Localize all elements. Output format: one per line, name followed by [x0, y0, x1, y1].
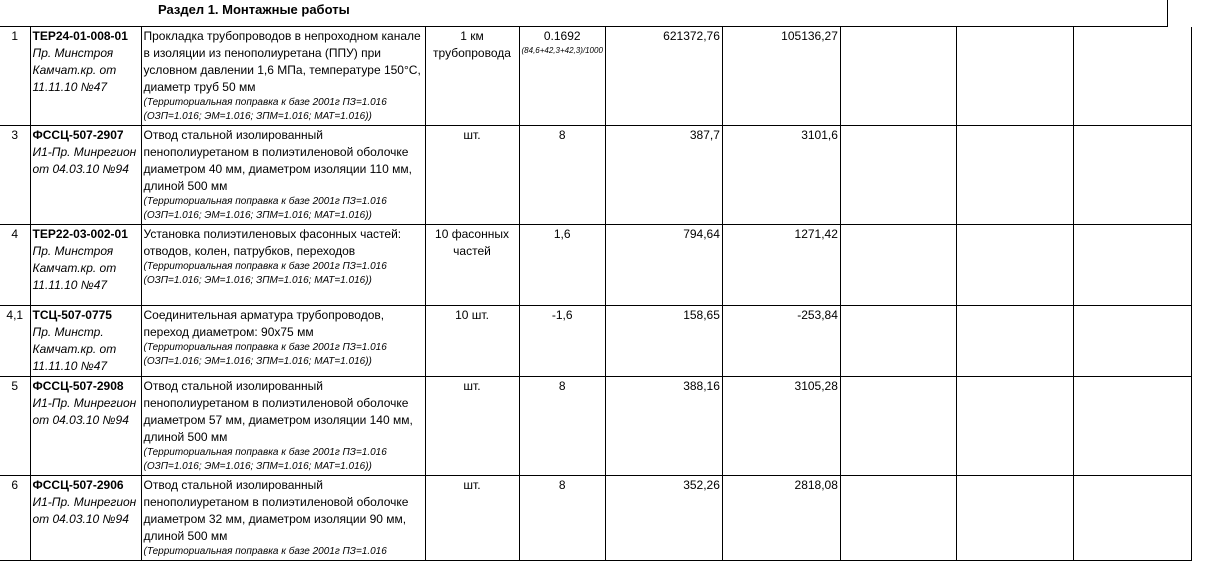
work-description-cell — [141, 126, 425, 225]
total-cost-cell — [722, 476, 840, 561]
total-cost-cell — [722, 126, 840, 225]
empty-cell — [956, 476, 1073, 561]
row-number: 3 — [0, 126, 30, 225]
quantity: -1,6 — [551, 308, 573, 322]
unit-cell — [425, 306, 519, 377]
unit: шт. — [463, 128, 481, 142]
empty-cell — [956, 306, 1073, 377]
unit: шт. — [463, 379, 481, 393]
unit-price: 387,7 — [689, 128, 720, 142]
quantity: 0.1692 — [543, 29, 581, 43]
work-description-cell — [141, 377, 425, 476]
unit-price: 158,65 — [683, 308, 720, 322]
unit-cell — [425, 27, 519, 126]
territorial-correction: (Территориальная поправка к базе 2001г ПЗ=1.016 (ОЗП=1.016; ЭМ=1.016; ЗПМ=1.016; МАТ=1.016)) — [143, 342, 387, 367]
rate-code-cell — [30, 27, 141, 126]
unit-price-cell — [605, 225, 722, 306]
quantity-cell — [519, 126, 605, 225]
unit-cell — [425, 476, 519, 561]
section-title: Раздел 1. Монтажные работы — [158, 2, 350, 17]
quantity-formula: (84,6+42,3+42,3)/1000 — [521, 46, 603, 55]
empty-cell — [840, 476, 956, 561]
unit-price: 621372,76 — [663, 29, 720, 43]
empty-cell — [840, 225, 956, 306]
territorial-correction: (Территориальная поправка к базе 2001г ПЗ=1.016 (ОЗП=1.016; ЭМ=1.016; ЗПМ=1.016; МАТ=1.016)) — [143, 196, 387, 221]
row-number: 4 — [0, 225, 30, 306]
rate-code: ФССЦ-507-2908 — [32, 379, 124, 393]
territorial-correction: (Территориальная поправка к базе 2001г ПЗ=1.016 (ОЗП=1.016; ЭМ=1.016; ЗПМ=1.016; МАТ=1.016)) — [143, 97, 387, 122]
unit-price: 352,26 — [683, 478, 720, 492]
estimate-table — [0, 27, 1192, 561]
rate-source: Пр. Минстр. Камчат.кр. от 11.11.10 №47 — [32, 325, 117, 373]
table-row — [0, 306, 1191, 377]
quantity: 8 — [558, 478, 566, 492]
work-description: Отвод стальной изолированный пенополиуретаном в полиэтиленовой оболочке диаметром 32 мм, диаметром изоляции 90 мм, длиной 500 мм — [143, 478, 409, 543]
table-row — [0, 476, 1191, 561]
quantity-cell — [519, 225, 605, 306]
work-description: Прокладка трубопроводов в непроходном канале в изоляции из пенополиуретана (ППУ) при условном давлении 1,6 МПа, температуре 150°С, диаметр труб 50 мм — [143, 29, 421, 94]
row-number: 5 — [0, 377, 30, 476]
quantity: 8 — [558, 379, 566, 393]
rate-source: Пр. Минстроя Камчат.кр. от 11.11.10 №47 — [32, 244, 117, 292]
quantity-cell — [519, 476, 605, 561]
rate-code-cell — [30, 476, 141, 561]
quantity-cell — [519, 377, 605, 476]
empty-cell — [1073, 306, 1191, 377]
empty-cell — [956, 377, 1073, 476]
empty-cell — [840, 126, 956, 225]
row-number: 6 — [0, 476, 30, 561]
unit: 10 шт. — [455, 308, 489, 322]
rate-code-cell — [30, 126, 141, 225]
empty-cell — [840, 27, 956, 126]
quantity-cell — [519, 306, 605, 377]
table-row — [0, 225, 1191, 306]
territorial-correction: (Территориальная поправка к базе 2001г ПЗ=1.016 — [143, 546, 387, 557]
total-cost: 1271,42 — [794, 227, 838, 241]
empty-cell — [840, 306, 956, 377]
empty-cell — [1073, 225, 1191, 306]
total-cost: -253,84 — [797, 308, 838, 322]
unit-cell — [425, 225, 519, 306]
quantity: 8 — [558, 128, 566, 142]
unit-price-cell — [605, 126, 722, 225]
unit: 10 фасонных частей — [435, 227, 509, 258]
unit-price-cell — [605, 27, 722, 126]
rate-code-cell — [30, 225, 141, 306]
total-cost: 3101,6 — [801, 128, 838, 142]
work-description-cell — [141, 476, 425, 561]
empty-cell — [1073, 476, 1191, 561]
unit: 1 км трубопровода — [433, 29, 511, 60]
row-number: 1 — [0, 27, 30, 126]
rate-code: ФССЦ-507-2906 — [32, 478, 124, 492]
work-description-cell — [141, 306, 425, 377]
work-description: Соединительная арматура трубопроводов, переход диаметром: 90х75 мм — [143, 308, 385, 339]
territorial-correction: (Территориальная поправка к базе 2001г ПЗ=1.016 (ОЗП=1.016; ЭМ=1.016; ЗПМ=1.016; МАТ=1.016)) — [143, 261, 387, 286]
empty-cell — [1073, 377, 1191, 476]
total-cost: 2818,08 — [794, 478, 838, 492]
rate-code-cell — [30, 306, 141, 377]
rate-source: Пр. Минстроя Камчат.кр. от 11.11.10 №47 — [32, 46, 117, 94]
rate-code: ТЕР22-03-002-01 — [32, 227, 128, 241]
rate-source: И1-Пр. Минрегион от 04.03.10 №94 — [32, 145, 137, 176]
empty-cell — [840, 377, 956, 476]
work-description: Отвод стальной изолированный пенополиуретаном в полиэтиленовой оболочке диаметром 57 мм, диаметром изоляции 140 мм, длиной 500 мм — [143, 379, 413, 444]
empty-cell — [956, 27, 1073, 126]
total-cost-cell — [722, 377, 840, 476]
total-cost-cell — [722, 306, 840, 377]
rate-code: ФССЦ-507-2907 — [32, 128, 124, 142]
rate-source: И1-Пр. Минрегион от 04.03.10 №94 — [32, 495, 137, 526]
unit-cell — [425, 377, 519, 476]
empty-cell — [1073, 27, 1191, 126]
table-row — [0, 126, 1191, 225]
quantity-cell — [519, 27, 605, 126]
work-description-cell — [141, 27, 425, 126]
table-row — [0, 27, 1191, 126]
rate-source: И1-Пр. Минрегион от 04.03.10 №94 — [32, 396, 137, 427]
quantity: 1,6 — [553, 227, 571, 241]
work-description-cell — [141, 225, 425, 306]
total-cost: 105136,27 — [781, 29, 838, 43]
section-header-row — [0, 0, 1168, 27]
table-row — [0, 377, 1191, 476]
total-cost-cell — [722, 225, 840, 306]
work-description: Отвод стальной изолированный пенополиуретаном в полиэтиленовой оболочке диаметром 40 мм, диаметром изоляции 110 мм, длиной 500 мм — [143, 128, 412, 193]
unit-price: 388,16 — [683, 379, 720, 393]
unit: шт. — [463, 478, 481, 492]
territorial-correction: (Территориальная поправка к базе 2001г ПЗ=1.016 (ОЗП=1.016; ЭМ=1.016; ЗПМ=1.016; МАТ=1.016)) — [143, 447, 387, 472]
unit-price: 794,64 — [683, 227, 720, 241]
unit-cell — [425, 126, 519, 225]
empty-cell — [956, 126, 1073, 225]
empty-cell — [956, 225, 1073, 306]
rate-code: ТСЦ-507-0775 — [32, 308, 112, 322]
unit-price-cell — [605, 306, 722, 377]
total-cost: 3105,28 — [794, 379, 838, 393]
rate-code: ТЕР24-01-008-01 — [32, 29, 128, 43]
total-cost-cell — [722, 27, 840, 126]
work-description: Установка полиэтиленовых фасонных частей: отводов, колен, патрубков, переходов — [143, 227, 402, 258]
unit-price-cell — [605, 377, 722, 476]
empty-cell — [1073, 126, 1191, 225]
rate-code-cell — [30, 377, 141, 476]
unit-price-cell — [605, 476, 722, 561]
row-number: 4,1 — [0, 306, 30, 377]
